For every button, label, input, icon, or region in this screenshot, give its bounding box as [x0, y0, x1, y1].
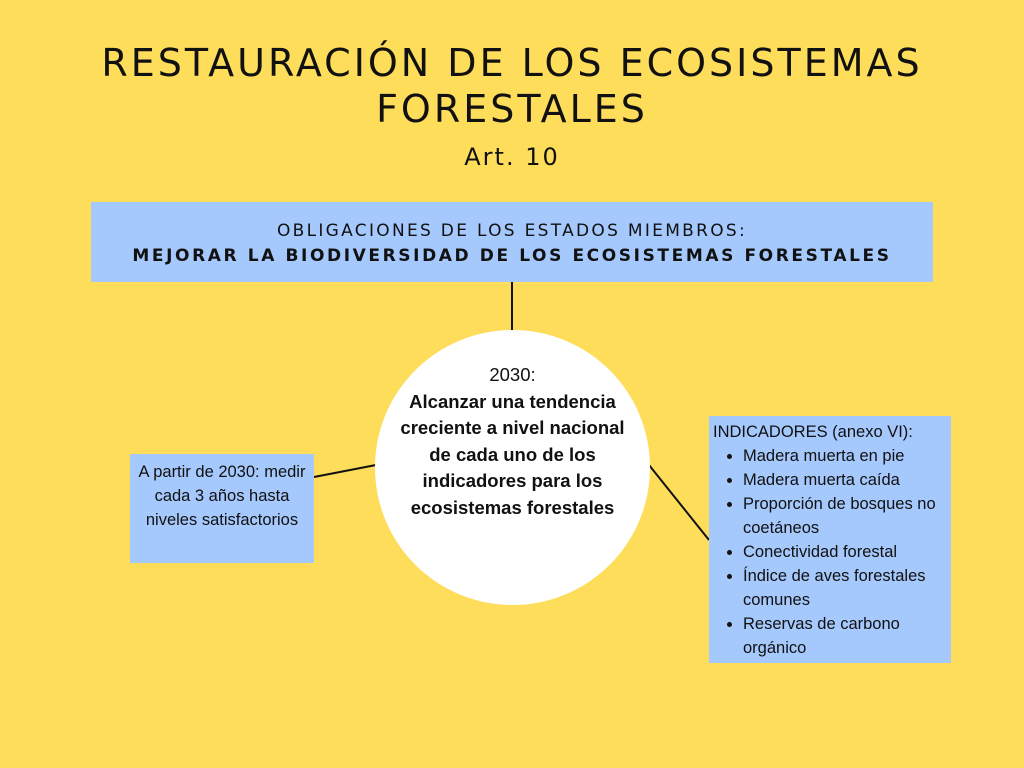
obligations-goal: MEJORAR LA BIODIVERSIDAD DE LOS ECOSISTEMAS FORESTALES — [132, 246, 892, 266]
indicator-item: • Reservas de carbono orgánico — [743, 612, 947, 660]
connector-right — [649, 465, 709, 540]
indicators-heading: INDICADORES (anexo VI): — [713, 423, 913, 441]
indicator-item: • Índice de aves forestales comunes — [743, 564, 947, 612]
indicator-item: • Conectividad forestal — [743, 540, 947, 564]
indicators-box — [709, 416, 951, 663]
connector-left — [314, 465, 376, 477]
article-subtitle: Art. 10 — [464, 143, 560, 171]
measurement-box — [130, 454, 314, 563]
circle-year: 2030: — [489, 364, 536, 385]
central-circle-text — [395, 362, 630, 521]
circle-goal: Alcanzar una tendencia creciente a nivel nacional de cada uno de los indicadores para los ecosistemas forestales — [400, 390, 625, 518]
title-line-2: FORESTALES — [376, 87, 648, 131]
measurement-text: A partir de 2030: medir cada 3 años hasta niveles satisfactorios — [138, 463, 306, 529]
indicator-item: • Madera muerta en pie — [743, 444, 947, 468]
obligations-heading: OBLIGACIONES DE LOS ESTADOS MIEMBROS: — [276, 221, 748, 241]
indicators-list — [713, 444, 947, 660]
indicator-item: • Proporción de bosques no coetáneos — [743, 492, 947, 540]
indicator-item: • Madera muerta caída — [743, 468, 947, 492]
title-line-1: RESTAURACIÓN DE LOS ECOSISTEMAS — [101, 41, 923, 85]
